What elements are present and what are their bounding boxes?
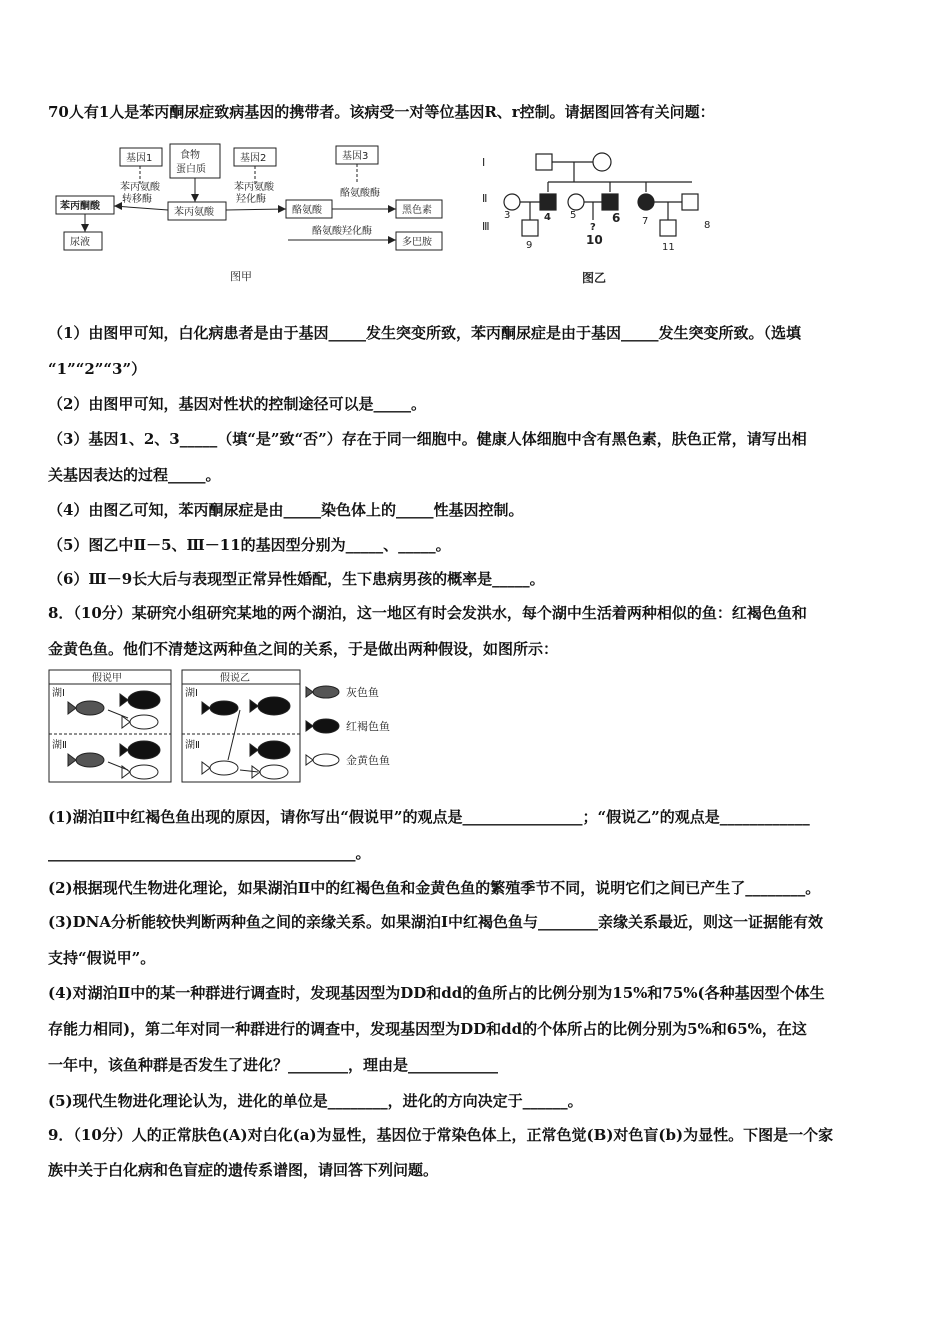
panel-b-lake1: 湖Ⅰ (185, 688, 198, 699)
gen-II: Ⅱ (482, 192, 488, 205)
ind-3: 3 (504, 210, 511, 221)
enzyme-hydroxylase-1: 苯丙氨酸 (234, 182, 274, 193)
enzyme-tyrosinase: 酪氨酸酶 (340, 188, 380, 199)
gen-I: Ⅰ (482, 156, 486, 169)
question-2: （2）由图甲可知，基因对性状的控制途径可以是_____。 (48, 395, 426, 413)
q8-line2: 金黄色鱼。他们不清楚这两种鱼之间的关系，于是做出两种假设，如图所示： (48, 640, 559, 658)
ind-5: 5 (570, 210, 577, 221)
gen-III: Ⅲ (482, 220, 490, 233)
enzyme-transaminase-2: 转移酶 (122, 194, 152, 205)
label-gene2: 基因2 (240, 153, 267, 164)
label-food-2: 蛋白质 (176, 164, 206, 175)
q9-line2: 族中关于白化病和色盲症的遗传系谱图，请回答下列问题。 (48, 1161, 439, 1179)
ind-10: 10 (586, 233, 603, 247)
question-mark: ? (590, 222, 596, 233)
label-urine: 尿液 (70, 237, 90, 248)
q8-sub3-line2: 支持“假说甲”。 (48, 949, 156, 967)
panel-a-lake1: 湖Ⅰ (52, 688, 65, 699)
ind-9: 9 (526, 240, 533, 251)
ind-8: 8 (704, 220, 711, 231)
intro-text: 70人有1人是苯丙酮尿症致病基因的携带者。该病受一对等位基因R、r控制。请据图回答有关问题： (48, 103, 715, 121)
question-6: （6）Ⅲ－9长大后与表现型正常异性婚配，生下患病男孩的概率是_____。 (48, 570, 545, 588)
label-phe: 苯丙氨酸 (174, 207, 214, 218)
ind-7: 7 (642, 216, 649, 227)
enzyme-transaminase-1: 苯丙氨酸 (120, 182, 160, 193)
figure-a-caption: 图甲 (230, 270, 252, 283)
question-3-line2: 关基因表达的过程_____。 (48, 466, 221, 484)
label-tyr: 酪氨酸 (292, 205, 322, 216)
q8-sub4-line3: 一年中，该鱼种群是否发生了进化？________，理由是____________ (48, 1056, 499, 1074)
q8-sub1-line1: (1)湖泊Ⅱ中红褐色鱼出现的原因，请你写出“假说甲”的观点是________________；“假说乙”的观点是____________ (48, 808, 810, 826)
question-5: （5）图乙中Ⅱ－5、Ⅲ－11的基因型分别为_____、_____。 (48, 536, 451, 554)
panel-a-title: 假说甲 (92, 673, 122, 684)
figure-b-pedigree (478, 148, 718, 290)
label-dopamine: 多巴胺 (402, 237, 432, 248)
q8-sub5: (5)现代生物进化理论认为，进化的单位是________，进化的方向决定于______。 (48, 1092, 583, 1110)
q8-sub2: (2)根据现代生物进化理论，如果湖泊Ⅱ中的红褐色鱼和金黄色鱼的繁殖季节不同，说明它们之间已产生了________。 (48, 879, 821, 897)
ind-4: 4 (544, 212, 551, 223)
question-1-line2: “1”“2”“3”） (48, 360, 147, 378)
q8-line1: 8．（10分）某研究小组研究某地的两个湖泊，这一地区有时会发洪水，每个湖中生活着两种相似的鱼：红褐色鱼和 (48, 604, 807, 622)
label-food-1: 食物 (180, 150, 200, 161)
question-3-line1: （3）基因1、2、3_____（填“是”致“否”）存在于同一细胞中。健康人体细胞中含有黑色素，肤色正常，请写出相 (48, 430, 807, 448)
q8-sub4-line2: 存能力相同)，第二年对同一种群进行的调查中，发现基因型为DD和dd的个体所占的比例分别为5%和65%，在这 (48, 1020, 807, 1038)
figure-b-caption: 图乙 (582, 271, 607, 285)
q8-sub3-line1: (3)DNA分析能较快判断两种鱼之间的亲缘关系。如果湖泊Ⅰ中红褐色鱼与________亲缘关系最近，则这一证据能有效 (48, 913, 824, 931)
panel-b-lake2: 湖Ⅱ (185, 740, 200, 751)
enzyme-tyr-hydroxylase: 酪氨酸羟化酶 (312, 226, 372, 237)
question-4: （4）由图乙可知，苯丙酮尿症是由_____染色体上的_____性基因控制。 (48, 501, 524, 519)
q8-sub4-line1: (4)对湖泊Ⅱ中的某一种群进行调查时，发现基因型为DD和dd的鱼所占的比例分别为15%和75%(各种基因型个体生 (48, 984, 825, 1002)
figure-a-pathway (50, 140, 470, 290)
ind-11: 11 (662, 242, 675, 253)
legend-gray: 灰色鱼 (346, 686, 379, 699)
legend-gold: 金黄色鱼 (346, 754, 390, 767)
ind-6: 6 (612, 211, 621, 225)
panel-b-title: 假说乙 (220, 673, 250, 684)
label-gene3: 基因3 (342, 151, 369, 162)
panel-a-lake2: 湖Ⅱ (52, 740, 67, 751)
enzyme-hydroxylase-2: 羟化酶 (236, 194, 266, 205)
q9-line1: 9．（10分）人的正常肤色(A)对白化(a)为显性，基因位于常染色体上，正常色觉(B)对色盲(b)为显性。下图是一个家 (48, 1126, 834, 1144)
question-1-line1: （1）由图甲可知，白化病患者是由于基因_____发生突变所致，苯丙酮尿症是由于基因_____发生突变所致。（选填 (48, 324, 801, 342)
legend-redbrown: 红褐色鱼 (346, 720, 390, 733)
label-pku: 苯丙酮酸 (60, 201, 100, 212)
label-melanin: 黑色素 (402, 205, 432, 216)
q8-fish-figure (48, 668, 408, 786)
label-gene1: 基因1 (126, 153, 153, 164)
q8-sub1-line2: _________________________________________。 (48, 844, 371, 862)
